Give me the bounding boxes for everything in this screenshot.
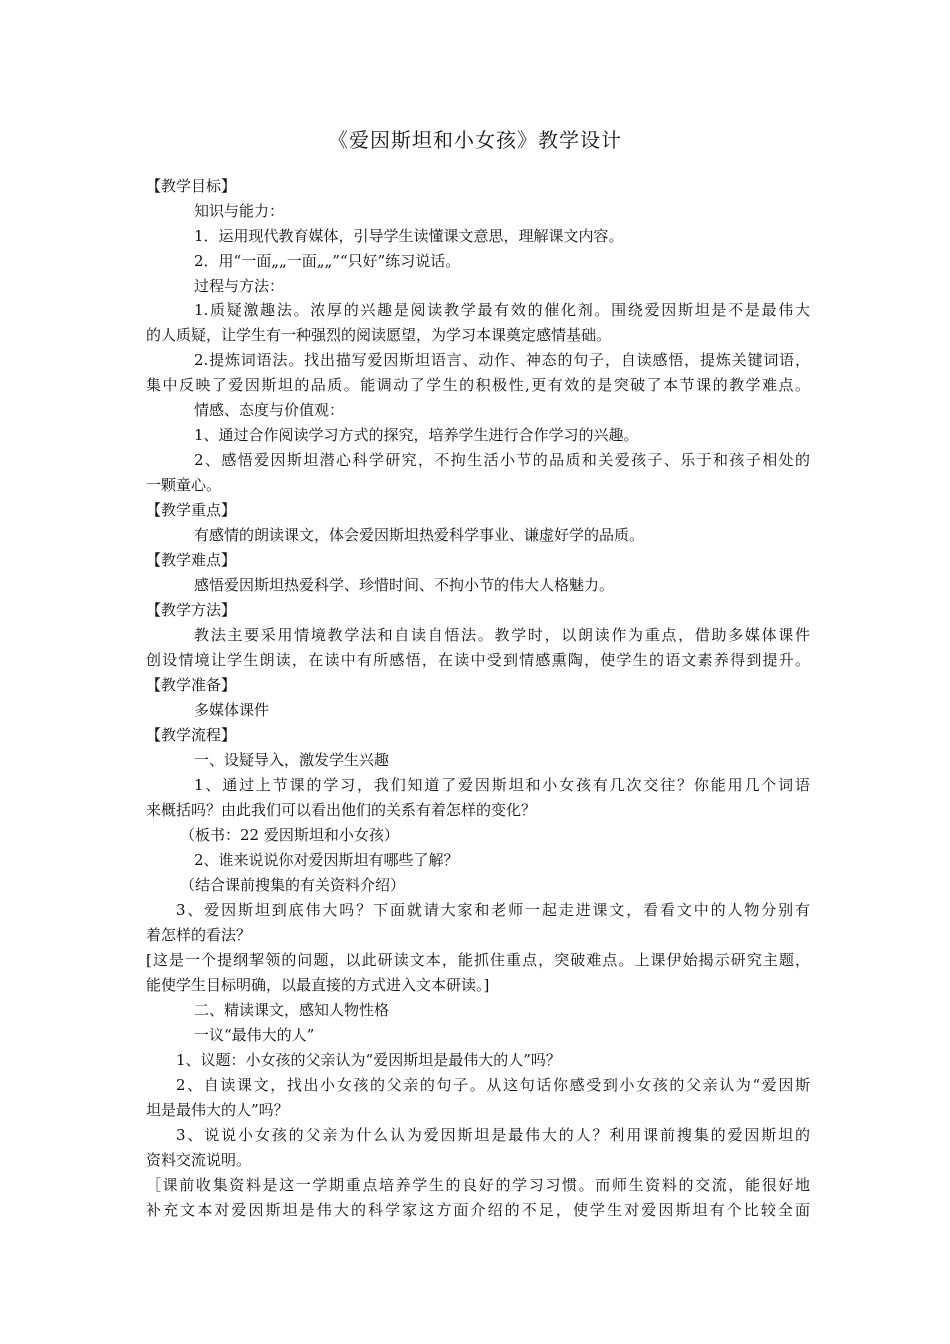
paragraph-line: 资料交流说明。 (146, 1151, 252, 1169)
list-item: 2．用“一面„„一面„„”“只好”练习说话。 (194, 252, 461, 270)
list-item: 1、通过合作阅读学习方式的探究，培养学生进行合作学习的兴趣。 (194, 426, 639, 444)
paragraph-line: 能使学生目标明确，以最直接的方式进入文本研读。] (146, 976, 490, 994)
paragraph-line: 着怎样的看法？ (146, 926, 252, 944)
paragraph-line: 集中反映了爱因斯坦的品质。能调动了学生的积极性,更有效的是突破了本节课的教学难点。 (146, 376, 810, 394)
paragraph-line: 有感情的朗读课文，体会爱因斯坦热爱科学事业、谦虚好学的品质。 (194, 526, 645, 544)
section-heading-preparation: 【教学准备】 (146, 676, 237, 694)
paragraph-line: 创设情境让学生朗读，在读中有所感悟，在读中受到情感熏陶，使学生的语文素养得到提升。 (146, 651, 810, 669)
paragraph-line: 补充文本对爱因斯坦是伟大的科学家这方面介绍的不足，使学生对爱因斯坦有个比较全面 (146, 1201, 810, 1219)
subheading-knowledge: 知识与能力： (194, 202, 285, 220)
paragraph-line: 感悟爱因斯坦热爱科学、珍惜时间、不拘小节的伟大人格魅力。 (194, 576, 615, 594)
paragraph-line: 的人质疑，让学生有一种强烈的阅读愿望，为学习本课奠定感情基础。 (146, 326, 612, 344)
paragraph-line: 3、说说小女孩的父亲为什么认为爱因斯坦是最伟大的人？利用课前搜集的爱因斯坦的 (176, 1126, 810, 1144)
section-heading-procedure: 【教学流程】 (146, 726, 237, 744)
section-heading-difficulties: 【教学难点】 (146, 551, 237, 569)
section-heading-key-points: 【教学重点】 (146, 501, 237, 519)
paragraph-line: [这是一个提纲挈领的问题，以此研读文本，能抓住重点，突破难点。上课伊始揭示研究主题， (146, 951, 810, 969)
subheading-step-1: 一、设疑导入，激发学生兴趣 (194, 751, 390, 769)
list-item: 1．运用现代教育媒体，引导学生读懂课文意思，理解课文内容。 (194, 227, 624, 245)
paragraph-line: 一颗童心。 (146, 476, 222, 494)
subheading-process: 过程与方法： (194, 277, 285, 295)
paragraph-line: （板书：22 爱因斯坦和小女孩） (180, 826, 399, 844)
paragraph-line: 2、谁来说说你对爱因斯坦有哪些了解？ (194, 851, 459, 869)
paragraph-line: ［课前收集资料是这一学期重点培养学生的良好的学习习惯。而师生资料的交流，能很好地 (146, 1176, 810, 1194)
paragraph-line: 2、自读课文，找出小女孩的父亲的句子。从这句话你感受到小女孩的父亲认为“爱因斯 (176, 1076, 810, 1094)
paragraph-line: 2、感悟爱因斯坦潜心科学研究，不拘生活小节的品质和关爱孩子、乐于和孩子相处的 (194, 451, 810, 469)
paragraph-line: 教法主要采用情境教学法和自读自悟法。教学时，以朗读作为重点，借助多媒体课件 (194, 626, 810, 644)
paragraph-line: 1.质疑激趣法。浓厚的兴趣是阅读教学最有效的催化剂。围绕爱因斯坦是不是最伟大 (194, 301, 810, 319)
subheading-step-2: 二、精读课文，感知人物性格 (194, 1001, 390, 1019)
subheading-emotion: 情感、态度与价值观： (194, 401, 345, 419)
list-item: 1、议题：小女孩的父亲认为“爱因斯坦是最伟大的人”吗？ (176, 1051, 561, 1069)
paragraph-line: 2.提炼词语法。找出描写爱因斯坦语言、动作、神态的句子，自读感悟，提炼关键词语， (194, 351, 810, 369)
section-heading-methods: 【教学方法】 (146, 601, 237, 619)
paragraph-line: 来概括吗？由此我们可以看出他们的关系有着怎样的变化？ (146, 801, 537, 819)
paragraph-line: 1、通过上节课的学习，我们知道了爱因斯坦和小女孩有几次交往？你能用几个词语 (194, 776, 810, 794)
paragraph-line: 坦是最伟大的人”吗？ (146, 1101, 289, 1119)
paragraph-line: 3、爱因斯坦到底伟大吗？下面就请大家和老师一起走进课文，看看文中的人物分别有 (176, 901, 810, 919)
section-heading-objectives: 【教学目标】 (146, 177, 237, 195)
subheading-discussion: 一议“最伟大的人” (194, 1026, 315, 1044)
document-title: 《爱因斯坦和小女孩》教学设计 (328, 128, 622, 152)
paragraph-line: （结合课前搜集的有关资料介绍） (180, 876, 406, 894)
paragraph-line: 多媒体课件 (194, 701, 270, 719)
